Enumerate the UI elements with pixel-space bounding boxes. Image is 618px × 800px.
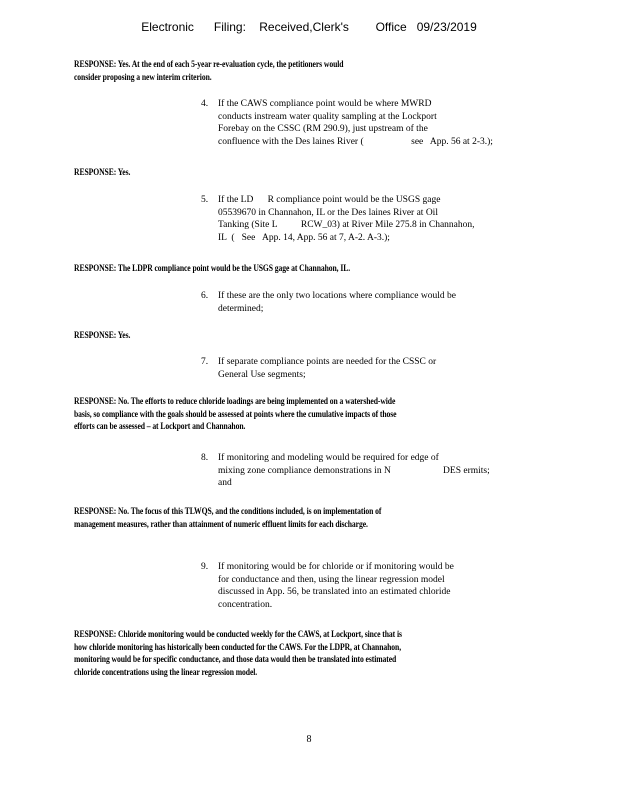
- question-7: [201, 356, 501, 381]
- page-number: 8: [306, 734, 312, 745]
- question-8: [201, 452, 501, 490]
- question-line: If the CAWS compliance point would be where MWRD: [218, 99, 432, 109]
- question-line: If separate compliance points are needed for the CSSC or: [218, 357, 437, 367]
- question-line: IL ( See App. 14, App. 56 at 7, A-2. A-3.);: [218, 232, 390, 243]
- question-line: Tanking (Site L RCW_03) at River Mile 275.8 in Channahon,: [218, 220, 475, 230]
- question-number: 6.: [201, 291, 209, 301]
- question-line: discussed in App. 56, be translated into an estimated chloride: [218, 587, 451, 597]
- response-8-block: RESPONSE: No. The focus of this TLWQS, and the conditions included, is on implementation of management measures, rather than attainment of numeric effluent limits for each discharge.: [74, 506, 382, 529]
- response-6-block: RESPONSE: Yes.: [74, 330, 131, 340]
- question-6: [201, 290, 501, 315]
- question-number: 4.: [201, 99, 209, 109]
- question-line: conducts instream water quality sampling at the Lockport: [218, 111, 437, 122]
- question-line: If monitoring would be for chloride or if monitoring would be: [218, 562, 454, 572]
- question-number: 7.: [201, 357, 209, 367]
- question-line: 05539670 in Channahon, IL or the Des laines River at Oil: [218, 207, 438, 218]
- response-4-block: RESPONSE: Yes.: [74, 167, 131, 177]
- question-line: General Use segments;: [218, 369, 306, 380]
- filing-header: Electronic Filing: Received,Clerk's Office 09/23/2019: [141, 20, 477, 34]
- response-3-block: RESPONSE: Yes. At the end of each 5-year re-evaluation cycle, the petitioners would consider proposing a new interim criterion.: [74, 59, 344, 82]
- question-number: 5.: [201, 195, 209, 205]
- question-line: for conductance and then, using the linear regression model: [218, 574, 445, 585]
- question-4: [201, 98, 501, 148]
- question-line: mixing zone compliance demonstrations in N DES ermits;: [218, 465, 490, 476]
- question-line: Forebay on the CSSC (RM 290.9), just upstream of the: [218, 124, 428, 134]
- question-line: concentration.: [218, 599, 273, 610]
- question-number: 9.: [201, 562, 209, 572]
- question-line: If these are the only two locations where compliance would be: [218, 291, 456, 301]
- question-9: [201, 561, 501, 611]
- response-7-block: RESPONSE: No. The efforts to reduce chloride loadings are being implemented on a watershed-wide basis, so compliance with the goals should be assessed at points where the cumulative impacts of those efforts can be assessed – at Lockport and Channahon.: [74, 396, 397, 431]
- question-line: confluence with the Des laines River ( see App. 56 at 2-3.);: [218, 136, 493, 147]
- question-line: If the LD R compliance point would be the USGS gage: [218, 195, 441, 205]
- question-number: 8.: [201, 453, 209, 463]
- response-5-block: RESPONSE: The LDPR compliance point would be the USGS gage at Channahon, IL.: [74, 263, 351, 273]
- response-9-block: RESPONSE: Chloride monitoring would be conducted weekly for the CAWS, at Lockport, since that is how chloride monitoring has historically been conducted for the CAWS. For the LDPR, at Channahon, monitoring would be for specific conductance, and those data would then be translated into estimated chloride concentrations using the linear regression model.: [74, 629, 402, 677]
- question-5: [201, 194, 501, 244]
- question-line: and: [218, 478, 232, 488]
- question-line: determined;: [218, 303, 264, 314]
- question-line: If monitoring and modeling would be required for edge of: [218, 453, 439, 463]
